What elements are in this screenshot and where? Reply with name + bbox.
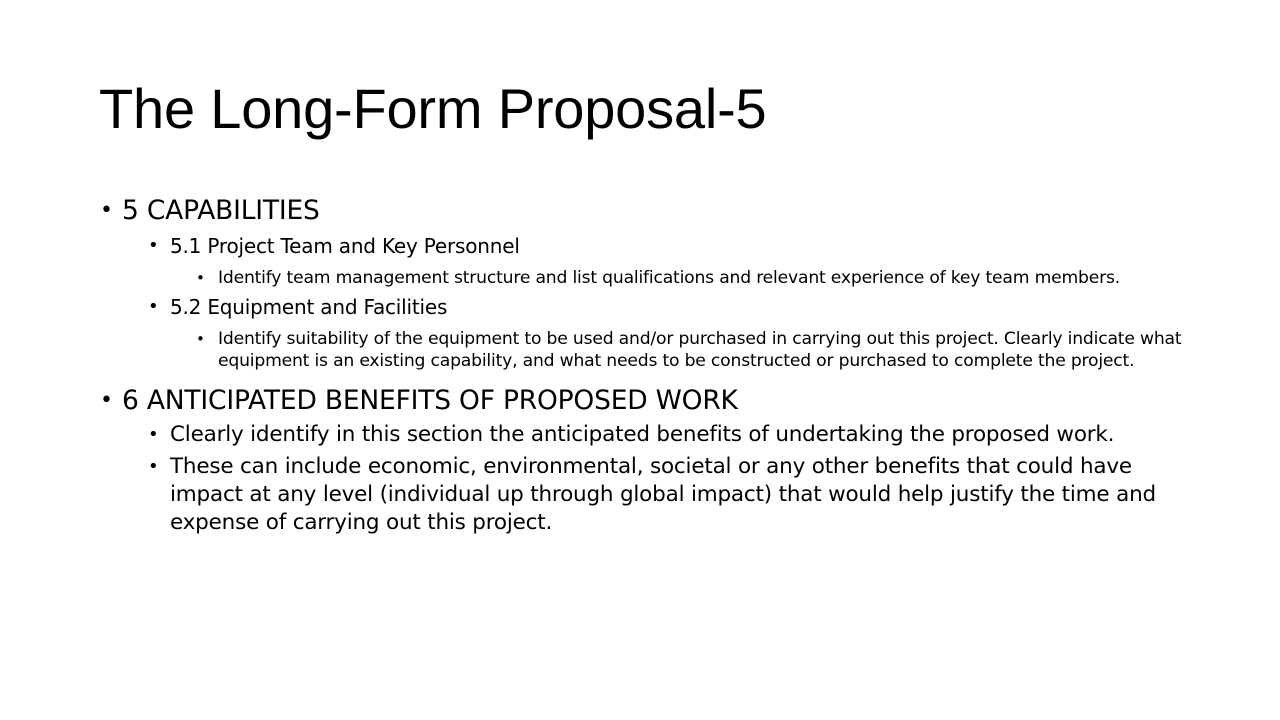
bullet-item-capabilities (100, 194, 1210, 228)
bullet-item-project-team (148, 232, 1210, 260)
bullet-text: 6 ANTICIPATED BENEFITS OF PROPOSED WORK (122, 385, 738, 416)
bullet-item-identify-benefits (148, 421, 1210, 449)
bullet-item-anticipated-benefits (100, 384, 1210, 418)
bullet-icon: • (148, 456, 159, 477)
bullet-text: Identify suitability of the equipment to be used and/or purchased in carrying out this project. Clearly indicate what equipment is an existing capability, and what needs to be constructed or purchased to complete the project. (218, 329, 1182, 371)
bullet-item-equipment-suitability (196, 328, 1210, 372)
bullet-text: Identify team management structure and list qualifications and relevant experience of key team members. (218, 268, 1120, 288)
bullet-icon: • (148, 424, 159, 445)
bullet-icon: • (100, 198, 113, 223)
bullet-item-equipment (148, 293, 1210, 321)
bullet-item-team-management (196, 267, 1210, 289)
bullet-icon: • (148, 235, 159, 256)
slide-body (100, 194, 1210, 537)
bullet-icon: • (196, 330, 205, 348)
bullet-text: 5 CAPABILITIES (122, 195, 320, 226)
bullet-icon: • (196, 269, 205, 287)
bullet-text: Clearly identify in this section the anticipated benefits of undertaking the proposed work. (170, 422, 1115, 447)
bullet-icon: • (100, 388, 113, 413)
bullet-text: 5.1 Project Team and Key Personnel (170, 234, 520, 258)
bullet-text: 5.2 Equipment and Facilities (170, 295, 448, 319)
slide-title: The Long-Form Proposal-5 (99, 77, 767, 140)
bullet-icon: • (148, 296, 159, 317)
bullet-item-impact (148, 453, 1210, 537)
bullet-text: These can include economic, environmental, societal or any other benefits that could have impact at any level (individual up through global impact) that would help justify the time and expense of carrying out this project. (170, 454, 1156, 535)
